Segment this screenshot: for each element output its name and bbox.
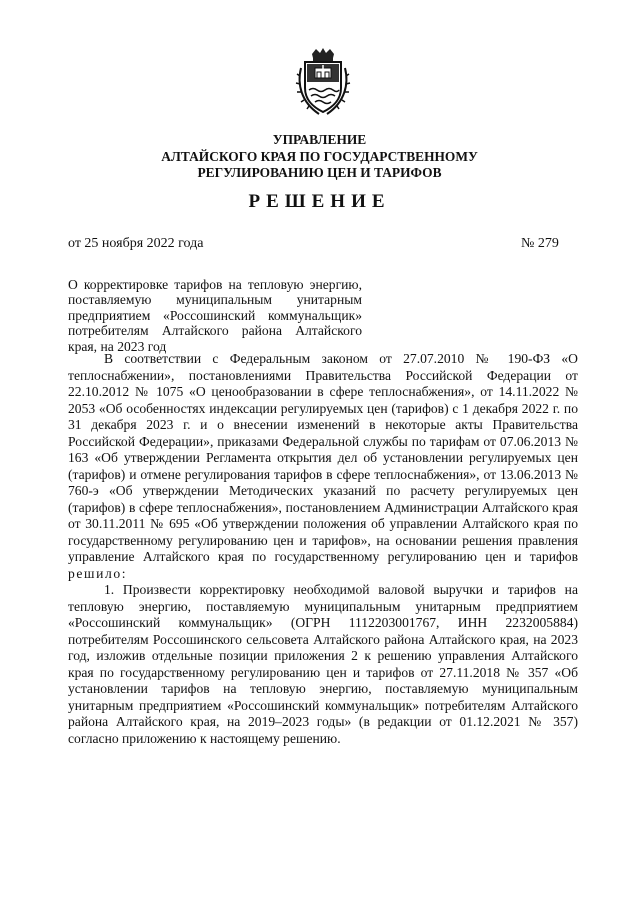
altai-krai-coat-of-arms-icon	[295, 48, 351, 116]
issuing-authority	[60, 132, 579, 182]
document-type-heading: РЕШЕНИЕ	[248, 191, 391, 212]
document-body	[68, 351, 578, 747]
authority-line-3: РЕГУЛИРОВАНИЮ ЦЕН И ТАРИФОВ	[197, 165, 442, 180]
paragraph-1-end: :	[121, 565, 126, 581]
decision-keyword: решило	[68, 565, 122, 581]
document-date: от 25 ноября 2022 года	[68, 236, 204, 251]
body-paragraph-2: 1. Произвести корректировку необходимой валовой выручки и тарифов на тепловую энергию, поставляемую муниципальным унитарным предприятием «Россошинский коммунальщик» (ОГРН 1112203001767, ИНН 2232005884) потребителям Россошинского сельсовета Алтайского района Алтайского края, на 2023 год, изложив отдельные позиции приложения 2 к решению управления Алтайского края по государственному регулированию цен и тарифов от 27.11.2018 № 357 «Об установлении тарифов на тепловую энергию, поставляемую муниципальным унитарным предприятием «Россошинский коммунальщик» потребителям Алтайского района Алтайского края, на 2019–2023 годы» (в редакции от 01.12.2021 № 357) согласно приложению к настоящему решению.	[68, 582, 578, 746]
authority-line-2: АЛТАЙСКОГО КРАЯ ПО ГОСУДАРСТВЕННОМУ	[161, 148, 478, 164]
document-number: № 279	[521, 236, 559, 251]
paragraph-1-text: В соответствии с Федеральным законом от 27.07.2010 № 190-ФЗ «О теплоснабжении», постановлениями Правительства Российской Федерации от 22.10.2012 № 1075 «О ценообразовании в сфере теплоснабжения», от 14.11.2022 № 2053 «Об особенностях индексации регулируемых цен (тарифов) с 1 декабря 2022 г. по 31 декабря 2023 г. и о внесении изменений в некоторые акты Правительства Российской Федерации», приказами Федеральной службы по тарифам от 07.06.2013 № 163 «Об утверждении Регламента открытия дел об установлении регулируемых цен (тарифов) и отмене регулирования тарифов в сфере теплоснабжения», от 13.06.2013 № 760-э «Об утверждении Методических указаний по расчету регулируемых цен (тарифов) в сфере теплоснабжения», постановлением Администрации Алтайского края от 30.11.2011 № 695 «Об утверждении положения об управлении Алтайского края по государственному регулированию цен и тарифов», на основании решения правления управление Алтайского края по государственному регулированию цен и тарифов	[68, 351, 578, 564]
authority-line-1: УПРАВЛЕНИЕ	[272, 132, 367, 147]
document-subject: О корректировке тарифов на тепловую энергию, поставляемую муниципальным унитарным предприятием «Россошинский коммунальщик» потребителям Алтайского района Алтайского края, на 2023 год	[68, 277, 362, 354]
body-paragraph-1	[68, 351, 578, 582]
